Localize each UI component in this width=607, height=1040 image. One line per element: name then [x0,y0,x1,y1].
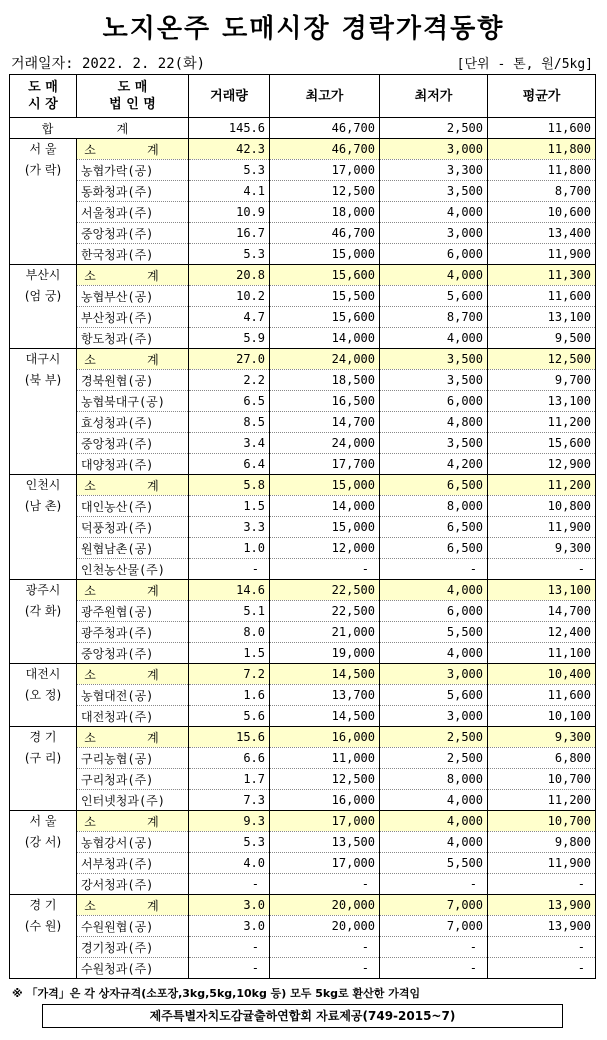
row-max-price: - [270,958,380,979]
subtotal-avg-price: 10,400 [488,664,596,685]
row-max-price: 12,000 [270,538,380,559]
subtotal-company: 소 계 [77,811,189,832]
row-min-price: 4,000 [380,328,488,349]
table-row [10,454,596,475]
row-avg-price: 9,800 [488,832,596,853]
row-volume: 5.3 [189,832,270,853]
row-avg-price: 6,800 [488,748,596,769]
subtotal-company: 소 계 [77,580,189,601]
row-avg-price: 15,600 [488,433,596,454]
table-row [10,916,596,937]
row-max-price: 14,700 [270,412,380,433]
row-min-price: 6,000 [380,391,488,412]
row-company: 중앙청과(주) [77,433,189,454]
table-row [10,328,596,349]
subtotal-volume: 42.3 [189,139,270,160]
row-company: 효성청과(주) [77,412,189,433]
subtotal-max-price: 14,500 [270,664,380,685]
row-company: 덕풍청과(주) [77,517,189,538]
row-min-price: 3,300 [380,160,488,181]
source-box: 제주특별자치도감귤출하연합회 자료제공(749-2015~7) [42,1004,563,1028]
subtotal-min-price: 3,000 [380,139,488,160]
total-label: 합 계 [10,118,189,139]
row-min-price: - [380,874,488,895]
row-max-price: 16,500 [270,391,380,412]
page-title: 노지온주 도매시장 경락가격동향 [102,14,505,44]
subtotal-min-price: 4,000 [380,811,488,832]
row-company: 중앙청과(주) [77,223,189,244]
subtotal-avg-price: 11,800 [488,139,596,160]
row-company: 부산청과(주) [77,307,189,328]
row-min-price: 7,000 [380,916,488,937]
table-row [10,181,596,202]
subtotal-avg-price: 13,900 [488,895,596,916]
table-row [10,412,596,433]
row-max-price: 20,000 [270,916,380,937]
row-min-price: - [380,937,488,958]
subtotal-min-price: 3,500 [380,349,488,370]
row-volume: 1.5 [189,496,270,517]
subtotal-volume: 5.8 [189,475,270,496]
table-row [10,748,596,769]
row-company: 농협가락(공) [77,160,189,181]
row-avg-price: 12,900 [488,454,596,475]
row-avg-price: 10,800 [488,496,596,517]
row-avg-price: - [488,958,596,979]
row-volume: 6.6 [189,748,270,769]
row-avg-price: 11,200 [488,790,596,811]
table-row [10,874,596,895]
market-name: 부산시 (엄 궁) [10,265,77,349]
row-volume: 4.7 [189,307,270,328]
price-table [9,74,596,979]
table-row [10,559,596,580]
row-min-price: 4,000 [380,832,488,853]
row-max-price: 14,000 [270,496,380,517]
row-max-price: 12,500 [270,769,380,790]
table-row [10,622,596,643]
row-max-price: 15,500 [270,286,380,307]
row-max-price: 15,600 [270,307,380,328]
table-row [10,307,596,328]
subtotal-row [10,265,596,286]
subtotal-max-price: 20,000 [270,895,380,916]
row-avg-price: - [488,559,596,580]
market-name: 광주시 (각 화) [10,580,77,664]
row-avg-price: 13,100 [488,307,596,328]
subtotal-min-price: 2,500 [380,727,488,748]
row-volume: 3.4 [189,433,270,454]
row-avg-price: 10,600 [488,202,596,223]
subtotal-row [10,664,596,685]
subtotal-company: 소 계 [77,895,189,916]
table-row [10,538,596,559]
row-max-price: 14,000 [270,328,380,349]
row-company: 인천농산물(주) [77,559,189,580]
header-volume: 거래량 [189,75,270,118]
row-volume: 6.4 [189,454,270,475]
subtotal-company: 소 계 [77,349,189,370]
table-row [10,496,596,517]
row-volume: 10.9 [189,202,270,223]
row-avg-price: 14,700 [488,601,596,622]
row-company: 한국청과(주) [77,244,189,265]
subtotal-company: 소 계 [77,265,189,286]
row-avg-price: 12,400 [488,622,596,643]
table-row [10,517,596,538]
row-volume: 1.7 [189,769,270,790]
row-min-price: 8,000 [380,496,488,517]
row-volume: 7.3 [189,790,270,811]
row-max-price: 15,000 [270,244,380,265]
row-company: 광주원협(공) [77,601,189,622]
row-min-price: 8,000 [380,769,488,790]
row-max-price: 19,000 [270,643,380,664]
subtotal-volume: 9.3 [189,811,270,832]
subtotal-max-price: 46,700 [270,139,380,160]
row-min-price: - [380,559,488,580]
table-row [10,244,596,265]
table-row [10,433,596,454]
subtotal-min-price: 4,000 [380,580,488,601]
trade-date: 거래일자: 2022. 2. 22(화) [11,56,206,72]
footnote: ※ 「가격」은 각 상자규격(소포장,3kg,5kg,10kg 등) 모두 5kg로 환산한 가격임 [12,987,421,1000]
subtotal-max-price: 22,500 [270,580,380,601]
table-row [10,769,596,790]
row-min-price: 6,500 [380,517,488,538]
row-volume: 10.2 [189,286,270,307]
header-row [10,75,596,118]
total-avg: 11,600 [488,118,596,139]
table-row [10,685,596,706]
row-company: 대양청과(주) [77,454,189,475]
row-company: 원협남촌(공) [77,538,189,559]
row-company: 광주청과(주) [77,622,189,643]
row-max-price: 13,700 [270,685,380,706]
row-company: 경기청과(주) [77,937,189,958]
row-min-price: 6,000 [380,244,488,265]
total-max: 46,700 [270,118,380,139]
row-min-price: 4,000 [380,790,488,811]
subtotal-volume: 7.2 [189,664,270,685]
row-company: 수원청과(주) [77,958,189,979]
row-min-price: 3,500 [380,370,488,391]
subtotal-row [10,580,596,601]
subtotal-company: 소 계 [77,139,189,160]
table-row [10,370,596,391]
header-max-price: 최고가 [270,75,380,118]
row-avg-price: 11,600 [488,286,596,307]
market-name: 경 기 (구 리) [10,727,77,811]
row-volume: 5.3 [189,244,270,265]
header-min-price: 최저가 [380,75,488,118]
subtotal-company: 소 계 [77,475,189,496]
row-max-price: 17,000 [270,853,380,874]
row-avg-price: 13,900 [488,916,596,937]
header-company: 도 매 법 인 명 [77,75,189,118]
row-max-price: 12,500 [270,181,380,202]
row-avg-price: 8,700 [488,181,596,202]
row-min-price: 5,600 [380,685,488,706]
row-min-price: 5,500 [380,853,488,874]
table-row [10,223,596,244]
row-avg-price: 9,300 [488,538,596,559]
row-max-price: 11,000 [270,748,380,769]
row-min-price: 4,000 [380,202,488,223]
row-max-price: 16,000 [270,790,380,811]
subtotal-row [10,139,596,160]
row-min-price: 8,700 [380,307,488,328]
row-avg-price: 11,900 [488,517,596,538]
header-market: 도 매 시 장 [10,75,77,118]
row-avg-price: 13,100 [488,391,596,412]
row-volume: - [189,559,270,580]
subtotal-volume: 14.6 [189,580,270,601]
row-volume: - [189,874,270,895]
subtotal-row [10,349,596,370]
market-name: 대구시 (북 부) [10,349,77,475]
row-company: 강서청과(주) [77,874,189,895]
subtotal-min-price: 4,000 [380,265,488,286]
table-row [10,937,596,958]
total-volume: 145.6 [189,118,270,139]
row-avg-price: 11,200 [488,412,596,433]
subtotal-row [10,811,596,832]
row-company: 구리청과(주) [77,769,189,790]
row-company: 농협대전(공) [77,685,189,706]
subtotal-avg-price: 10,700 [488,811,596,832]
row-company: 동화청과(주) [77,181,189,202]
row-company: 인터넷청과(주) [77,790,189,811]
row-avg-price: 10,700 [488,769,596,790]
row-avg-price: - [488,874,596,895]
table-row [10,832,596,853]
row-volume: 3.3 [189,517,270,538]
row-company: 중앙청과(주) [77,643,189,664]
row-volume: 4.1 [189,181,270,202]
row-min-price: 5,500 [380,622,488,643]
subtotal-max-price: 17,000 [270,811,380,832]
row-avg-price: 10,100 [488,706,596,727]
market-name: 인천시 (남 촌) [10,475,77,580]
market-name: 경 기 (수 원) [10,895,77,979]
table-row [10,160,596,181]
row-max-price: 24,000 [270,433,380,454]
total-row [10,118,596,139]
subtotal-max-price: 16,000 [270,727,380,748]
subtotal-max-price: 15,600 [270,265,380,286]
row-volume: 2.2 [189,370,270,391]
subtotal-avg-price: 11,300 [488,265,596,286]
table-row [10,286,596,307]
row-avg-price: - [488,937,596,958]
subtotal-max-price: 15,000 [270,475,380,496]
row-min-price: 3,000 [380,706,488,727]
table-row [10,853,596,874]
row-min-price: 3,000 [380,223,488,244]
row-max-price: 13,500 [270,832,380,853]
row-min-price: - [380,958,488,979]
row-company: 항도청과(주) [77,328,189,349]
row-volume: 1.5 [189,643,270,664]
subtotal-volume: 27.0 [189,349,270,370]
row-volume: 4.0 [189,853,270,874]
subtotal-row [10,895,596,916]
row-avg-price: 11,100 [488,643,596,664]
row-volume: 8.5 [189,412,270,433]
row-volume: - [189,937,270,958]
row-volume: - [189,958,270,979]
row-min-price: 6,500 [380,538,488,559]
row-volume: 5.6 [189,706,270,727]
row-avg-price: 11,900 [488,244,596,265]
row-max-price: 18,500 [270,370,380,391]
subtotal-max-price: 24,000 [270,349,380,370]
row-company: 서울청과(주) [77,202,189,223]
row-volume: 8.0 [189,622,270,643]
table-row [10,202,596,223]
subtotal-avg-price: 13,100 [488,580,596,601]
table-row [10,643,596,664]
total-min: 2,500 [380,118,488,139]
subtotal-row [10,475,596,496]
row-max-price: - [270,937,380,958]
row-company: 구리농협(공) [77,748,189,769]
row-company: 서부청과(주) [77,853,189,874]
row-max-price: - [270,559,380,580]
row-avg-price: 11,800 [488,160,596,181]
market-name: 서 울 (강 서) [10,811,77,895]
row-avg-price: 9,700 [488,370,596,391]
subtotal-avg-price: 11,200 [488,475,596,496]
row-volume: 1.6 [189,685,270,706]
row-volume: 1.0 [189,538,270,559]
row-max-price: 21,000 [270,622,380,643]
header-avg-price: 평균가 [488,75,596,118]
row-volume: 5.1 [189,601,270,622]
row-max-price: - [270,874,380,895]
row-min-price: 6,000 [380,601,488,622]
row-min-price: 4,000 [380,643,488,664]
row-company: 수원원협(공) [77,916,189,937]
row-avg-price: 13,400 [488,223,596,244]
market-name: 대전시 (오 정) [10,664,77,727]
row-avg-price: 9,500 [488,328,596,349]
subtotal-company: 소 계 [77,664,189,685]
row-avg-price: 11,900 [488,853,596,874]
row-volume: 16.7 [189,223,270,244]
row-avg-price: 11,600 [488,685,596,706]
table-row [10,391,596,412]
row-min-price: 3,500 [380,433,488,454]
subtotal-min-price: 6,500 [380,475,488,496]
subtotal-volume: 15.6 [189,727,270,748]
subtotal-volume: 3.0 [189,895,270,916]
subtotal-volume: 20.8 [189,265,270,286]
row-volume: 3.0 [189,916,270,937]
row-min-price: 3,500 [380,181,488,202]
row-max-price: 46,700 [270,223,380,244]
subtotal-min-price: 7,000 [380,895,488,916]
row-max-price: 15,000 [270,517,380,538]
row-company: 경북원협(공) [77,370,189,391]
row-company: 농협강서(공) [77,832,189,853]
row-volume: 6.5 [189,391,270,412]
row-company: 대전청과(주) [77,706,189,727]
subtotal-min-price: 3,000 [380,664,488,685]
row-company: 농협북대구(공) [77,391,189,412]
row-min-price: 2,500 [380,748,488,769]
row-max-price: 18,000 [270,202,380,223]
row-volume: 5.3 [189,160,270,181]
row-min-price: 4,200 [380,454,488,475]
row-max-price: 17,700 [270,454,380,475]
unit-label: [단위 - 톤, 원/5kg] [456,57,593,72]
market-name: 서 울 (가 락) [10,139,77,265]
row-company: 대인농산(주) [77,496,189,517]
subtotal-company: 소 계 [77,727,189,748]
subtotal-avg-price: 12,500 [488,349,596,370]
row-max-price: 17,000 [270,160,380,181]
row-company: 농협부산(공) [77,286,189,307]
table-row [10,790,596,811]
subtotal-row [10,727,596,748]
row-volume: 5.9 [189,328,270,349]
row-max-price: 22,500 [270,601,380,622]
subtotal-avg-price: 9,300 [488,727,596,748]
row-max-price: 14,500 [270,706,380,727]
table-row [10,706,596,727]
row-min-price: 5,600 [380,286,488,307]
row-min-price: 4,800 [380,412,488,433]
table-row [10,958,596,979]
table-row [10,601,596,622]
